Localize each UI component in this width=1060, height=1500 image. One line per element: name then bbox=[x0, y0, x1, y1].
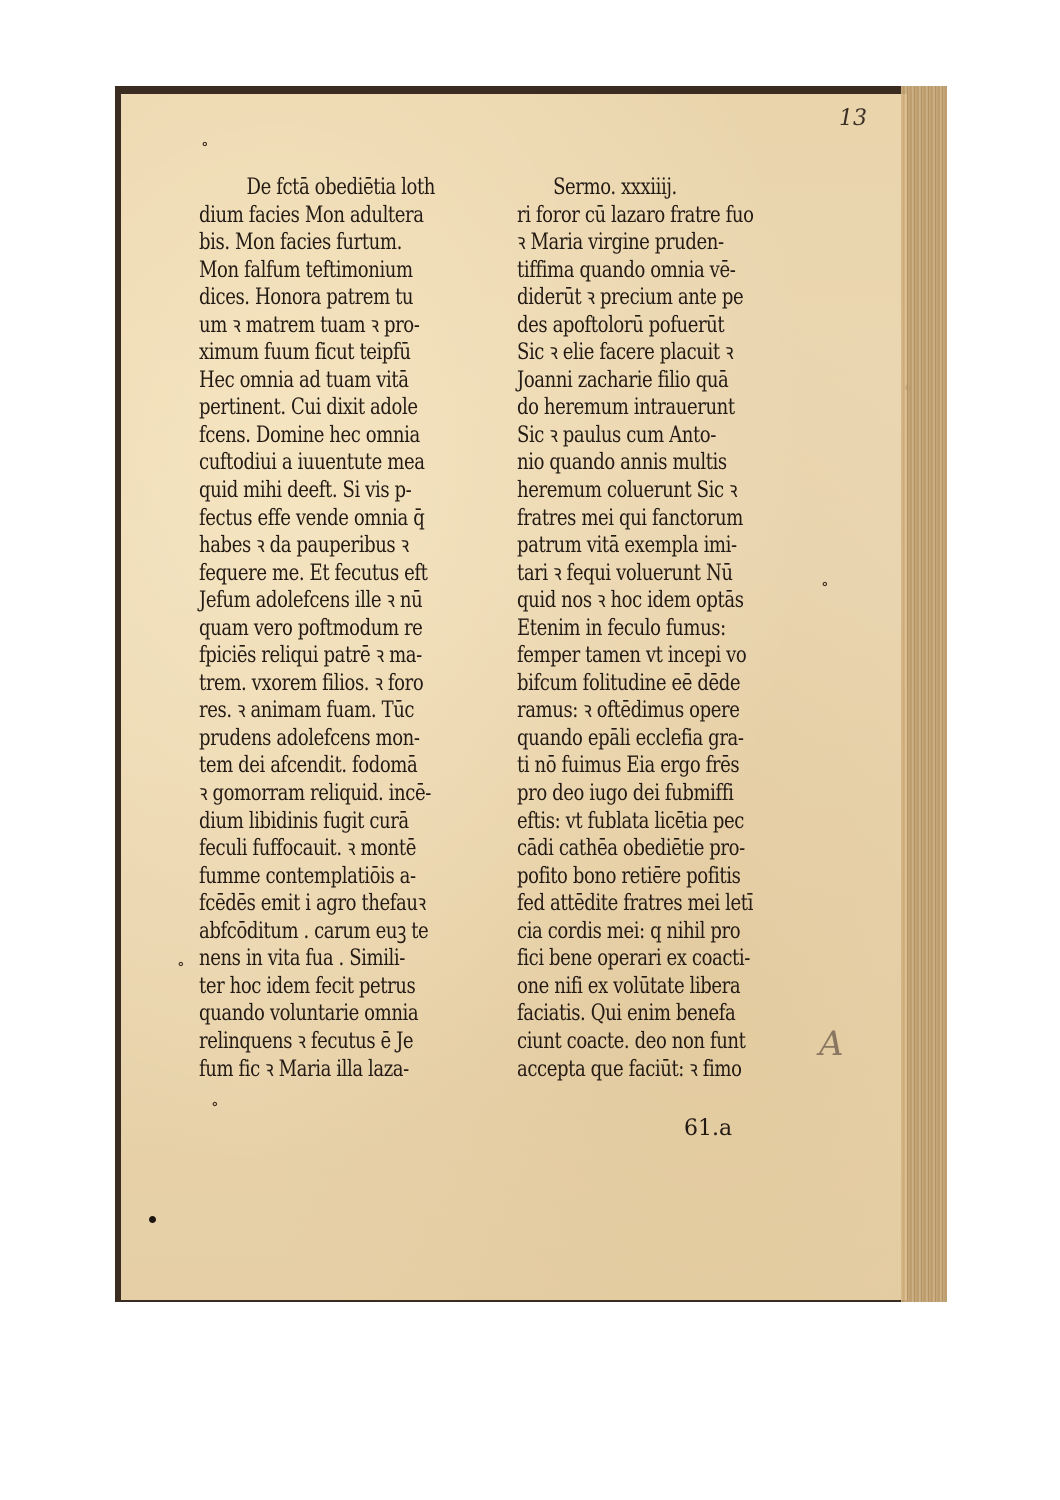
text-line: nio quando annis multis bbox=[517, 450, 727, 476]
text-line: eftis: vt fublata licētia pec bbox=[517, 808, 744, 834]
text-line: bifcum folitudine eē dēde bbox=[517, 670, 741, 696]
text-line: ꝛ Maria virgine pruden- bbox=[517, 230, 724, 256]
text-line: dium facies Mon adultera bbox=[199, 202, 424, 228]
text-line: fectus effe vende omnia q̄ bbox=[199, 505, 425, 531]
page-scan bbox=[115, 86, 947, 1302]
text-line: heremum coluerunt Sic ꝛ bbox=[517, 478, 738, 504]
text-line: ꝛ gomorram reliquid. incē- bbox=[199, 781, 431, 807]
text-line: cuftodiui a iuuentute mea bbox=[199, 450, 425, 476]
text-line: fcens. Domine hec omnia bbox=[199, 422, 420, 448]
text-line: ti nō fuimus Eia ergo frēs bbox=[517, 753, 740, 779]
text-line: nens in vita fua . Simili- bbox=[199, 946, 405, 972]
foxing-speck: ∘ bbox=[201, 134, 209, 153]
foxing-speck: ∘ bbox=[177, 954, 185, 973]
text-line: feculi fuffocauit. ꝛ montē bbox=[199, 836, 416, 862]
text-line: fumme contemplatiōis a- bbox=[199, 863, 416, 889]
text-line: ramus: ꝛ oftēdimus opere bbox=[517, 698, 740, 724]
text-line: pertinent. Cui dixit adole bbox=[199, 395, 418, 421]
text-line: accepta que faciūt: ꝛ fimo bbox=[517, 1056, 742, 1082]
text-line: patrum vitā exempla imi- bbox=[517, 533, 737, 559]
text-line: fum fic ꝛ Maria illa laza- bbox=[199, 1056, 409, 1082]
text-line: do heremum intrauerunt bbox=[517, 395, 735, 421]
handwritten-folio-number: 13 bbox=[839, 106, 867, 131]
text-line: quam vero poftmodum re bbox=[199, 615, 423, 641]
text-line: trem. vxorem filios. ꝛ foro bbox=[199, 670, 424, 696]
text-line: ter hoc idem fecit petrus bbox=[199, 973, 416, 999]
text-line: ximum fuum ficut teipfū bbox=[199, 340, 411, 366]
text-line: des apoftolorū pofuerūt bbox=[517, 312, 725, 338]
text-line: Sic ꝛ elie facere placuit ꝛ bbox=[517, 340, 734, 366]
text-line: fcēdēs emit i agro thefauꝛ bbox=[199, 891, 426, 917]
text-line: quando voluntarie omnia bbox=[199, 1001, 419, 1027]
text-line: Sic ꝛ paulus cum Anto- bbox=[517, 422, 716, 448]
text-line: abfcōditum . carum euꝫ te bbox=[199, 918, 429, 944]
text-line: bis. Mon facies furtum. bbox=[199, 230, 402, 256]
text-line: quid nos ꝛ hoc idem optās bbox=[517, 588, 744, 614]
text-line: quid mihi deeft. Si vis p- bbox=[199, 478, 412, 504]
ink-spot bbox=[149, 1216, 156, 1223]
text-line: tiffima quando omnia vē- bbox=[517, 257, 736, 283]
left-column bbox=[199, 174, 499, 1083]
text-line: prudens adolefcens mon- bbox=[199, 725, 420, 751]
text-line: Mon falfum teftimonium bbox=[199, 257, 413, 283]
signature-mark: 61.a bbox=[684, 1116, 733, 1141]
text-line: fequere me. Et fecutus eft bbox=[199, 560, 428, 586]
text-line: relinquens ꝛ fecutus ē Je bbox=[199, 1028, 414, 1054]
text-line: fpiciēs reliqui patrē ꝛ ma- bbox=[199, 643, 422, 669]
text-line: dium libidinis fugit curā bbox=[199, 808, 409, 834]
right-column-heading: Sermo. xxxiiij. bbox=[553, 175, 677, 200]
text-line: res. ꝛ animam fuam. Tūc bbox=[199, 698, 415, 724]
text-line: habes ꝛ da pauperibus ꝛ bbox=[199, 533, 409, 559]
left-column-heading: De fctā obediētia loth bbox=[246, 175, 436, 200]
text-line: diderūt ꝛ precium ante pe bbox=[517, 285, 744, 311]
fore-edge bbox=[901, 86, 947, 1302]
text-line: femper tamen vt incepi vo bbox=[517, 643, 747, 669]
text-line: fed attēdite fratres mei letī bbox=[517, 891, 754, 917]
text-line: pofito bono retiēre pofitis bbox=[517, 863, 741, 889]
text-line: tari ꝛ fequi voluerunt Nū bbox=[517, 560, 733, 586]
text-line: ciunt coacte. deo non funt bbox=[517, 1028, 746, 1054]
text-line: ri foror cū lazaro fratre fuo bbox=[517, 202, 754, 228]
text-line: Joanni zacharie filio quā bbox=[517, 367, 729, 393]
foxing-speck: ∘ bbox=[821, 574, 829, 593]
text-line: quando epāli ecclefia gra- bbox=[517, 725, 744, 751]
text-line: tem dei afcendit. fodomā bbox=[199, 753, 418, 779]
text-line: one nifi ex volūtate libera bbox=[517, 973, 741, 999]
text-line: um ꝛ matrem tuam ꝛ pro- bbox=[199, 312, 420, 338]
text-line: Jefum adolefcens ille ꝛ nū bbox=[199, 588, 423, 614]
text-line: cādi cathēa obediētie pro- bbox=[517, 836, 745, 862]
right-column bbox=[517, 174, 817, 1083]
text-line: dices. Honora patrem tu bbox=[199, 285, 414, 311]
text-line: Etenim in feculo fumus: bbox=[517, 615, 726, 641]
text-line: Hec omnia ad tuam vitā bbox=[199, 367, 409, 393]
margin-handwritten-mark: A bbox=[819, 1024, 844, 1064]
text-line: faciatis. Qui enim benefa bbox=[517, 1001, 736, 1027]
book-leaf bbox=[121, 94, 907, 1300]
text-line: pro deo iugo dei fubmiffi bbox=[517, 781, 734, 807]
text-line: fratres mei qui fanctorum bbox=[517, 505, 743, 531]
text-line: cia cordis mei: q nihil pro bbox=[517, 918, 741, 944]
text-line: fici bene operari ex coacti- bbox=[517, 946, 750, 972]
foxing-speck: ∘ bbox=[211, 1094, 219, 1113]
